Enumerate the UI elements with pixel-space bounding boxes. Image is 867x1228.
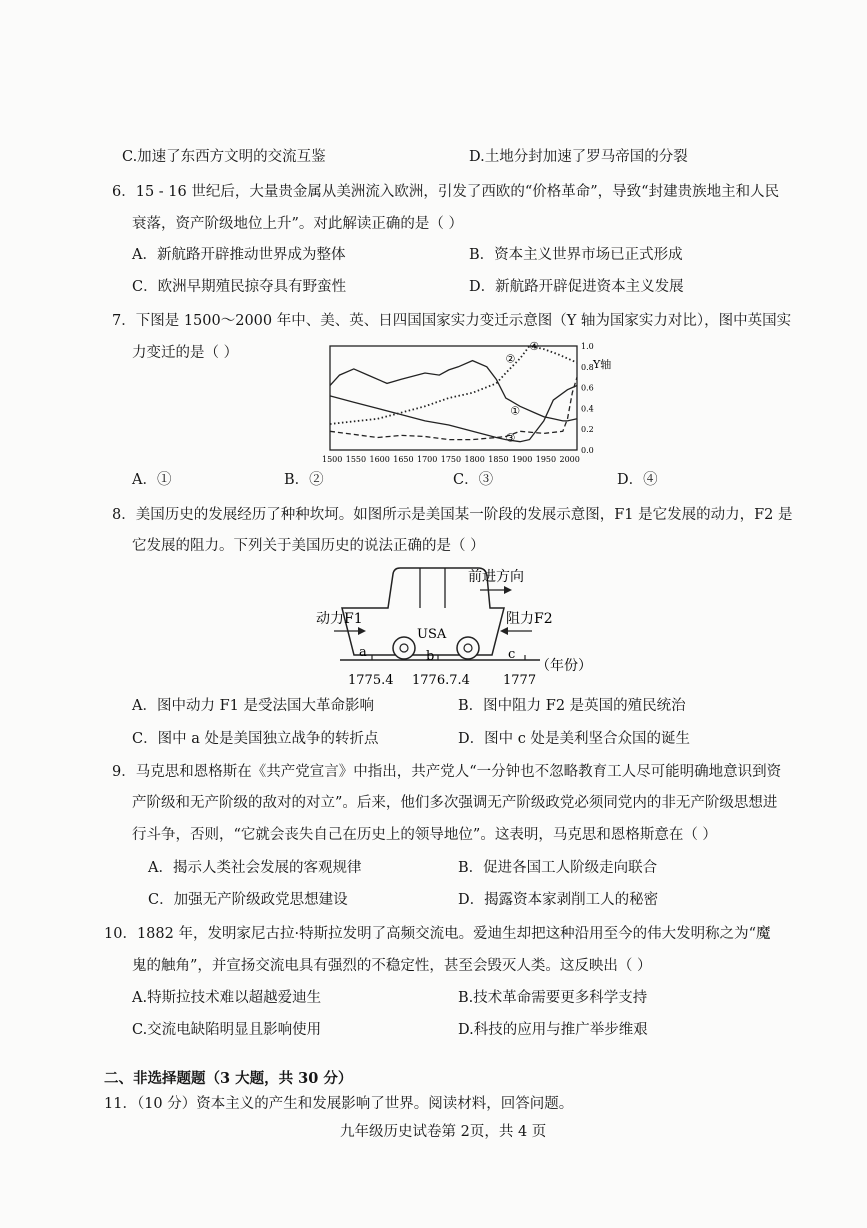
q6-option-d: D．新航路开辟促进资本主义发展 <box>469 279 684 295</box>
force-f2-label: 阻力F2 <box>506 611 553 627</box>
q7-stem-line2: 力变迁的是（ ） <box>132 345 239 361</box>
force-f1-label: 动力F1 <box>316 611 363 627</box>
q7-option-b: B．② <box>284 472 324 488</box>
chart-frame <box>330 346 577 450</box>
x-tick-1750: 1750 <box>440 455 462 464</box>
point-b-label: b <box>426 649 435 664</box>
q6-option-c: C．欧洲早期殖民掠夺具有野蛮性 <box>132 279 347 295</box>
series-line-3 <box>330 377 577 439</box>
point-c-label: c <box>508 647 516 662</box>
q10-option-c: C.交流电缺陷明显且影响使用 <box>132 1022 322 1038</box>
series-label-2: ② <box>505 352 516 366</box>
car-label: USA <box>417 627 447 642</box>
q6-option-a: A．新航路开辟推动世界成为整体 <box>132 247 346 263</box>
q8-stem-line1: 8．美国历史的发展经历了种种坎坷。如图所示是美国某一阶段的发展示意图，F1 是它发展的动力，F2 是 <box>112 507 793 523</box>
q7-option-d: D．④ <box>617 472 658 488</box>
q8-option-c: C．图中 a 处是美国独立战争的转折点 <box>132 731 379 747</box>
y-axis-label: Y轴 <box>593 358 612 371</box>
q9-stem-line2: 产阶级和无产阶级的敌对的对立”。后来，他们多次强调无产阶级政党必须同党内的非无产阶级思想进 <box>132 795 778 811</box>
q8-option-d: D．图中 c 处是美利坚合众国的诞生 <box>458 731 690 747</box>
q11-stem: 11．（10 分）资本主义的产生和发展影响了世界。阅读材料，回答问题。 <box>104 1096 574 1112</box>
x-tick-1950: 1950 <box>535 455 557 464</box>
q8-stem-line2: 它发展的阻力。下列关于美国历史的说法正确的是（ ） <box>132 538 485 554</box>
power-change-chart <box>318 338 612 466</box>
q9-option-c: C．加强无产阶级政党思想建设 <box>148 892 348 908</box>
x-tick-1600: 1600 <box>369 455 390 464</box>
series-label-1: ① <box>510 404 521 418</box>
q9-stem-line1: 9．马克思和恩格斯在《共产党宣言》中指出，共产党人“一分钟也不忽略教育工人尽可能明确地意识到资 <box>112 764 782 780</box>
q8-option-b: B．图中阻力 F2 是英国的殖民统治 <box>458 698 686 714</box>
q6-stem-line2: 衰落，资产阶级地位上升”。对此解读正确的是（ ） <box>132 216 464 232</box>
q10-option-a: A.特斯拉技术难以超越爱迪生 <box>132 990 322 1006</box>
q9-option-d: D．揭露资本家剥削工人的秘密 <box>458 892 659 908</box>
q10-option-b: B.技术革命需要更多科学支持 <box>458 990 648 1006</box>
q9-stem-line3: 行斗争，否则，“它就会丧失自己在历史上的领导地位”。这表明，马克思和恩格斯意在（ ） <box>132 827 717 843</box>
series-label-4: ④ <box>529 340 540 353</box>
x-tick-1500: 1500 <box>322 455 343 464</box>
q6-stem-line1: 6．15 - 16 世纪后，大量贵金属从美洲流入欧洲，引发了西欧的“价格革命”，导致“封建贵族地主和人民 <box>112 184 780 200</box>
q10-option-d: D.科技的应用与推广举步维艰 <box>458 1022 648 1038</box>
date-1776: 1776.7.4 <box>412 673 470 688</box>
y-tick-0.2: 0.2 <box>581 425 594 435</box>
x-tick-1900: 1900 <box>512 455 533 464</box>
x-tick-1700: 1700 <box>417 455 438 464</box>
direction-label: 前进方向 <box>468 569 524 585</box>
y-tick-0.0: 0.0 <box>581 446 594 455</box>
q7-option-c: C．③ <box>453 472 494 488</box>
x-tick-2000: 2000 <box>559 455 580 464</box>
q7-option-a: A．① <box>132 472 172 488</box>
q9-option-b: B．促进各国工人阶级走向联合 <box>458 860 658 876</box>
section2-heading: 二、非选择题题（3 大题，共 30 分） <box>104 1070 353 1087</box>
y-tick-0.8: 0.8 <box>581 362 594 372</box>
car-wheel-right <box>457 637 479 659</box>
series-label-3: ③ <box>505 431 516 445</box>
q9-option-a: A．揭示人类社会发展的客观规律 <box>148 860 362 876</box>
x-tick-1650: 1650 <box>393 455 414 464</box>
page-footer: 九年级历史试卷第 2页，共 4 页 <box>340 1124 547 1140</box>
series-line-4 <box>330 346 577 424</box>
year-unit-label: （年份） <box>536 658 592 674</box>
q10-stem-line1: 10．1882 年，发明家尼古拉·特斯拉发明了高频交流电。爱迪生却把这种沿用至今的伟大发明称之为“魔 <box>104 926 771 942</box>
car-wheel-left <box>393 637 415 659</box>
x-tick-1800: 1800 <box>464 455 485 464</box>
y-tick-0.6: 0.6 <box>581 383 594 393</box>
point-a-label: a <box>359 645 367 660</box>
usa-development-diagram <box>300 560 620 692</box>
x-tick-1850: 1850 <box>488 455 509 464</box>
q10-stem-line2: 鬼的触角”，并宣扬交流电具有强烈的不稳定性，甚至会毁灭人类。这反映出（ ） <box>132 958 652 974</box>
q7-stem-line1: 7．下图是 1500～2000 年中、美、英、日四国国家实力变迁示意图（Y 轴为国家实力对比），图中英国实 <box>112 313 792 329</box>
x-tick-1550: 1550 <box>345 455 367 464</box>
series-line-1 <box>330 361 577 421</box>
q5-option-d: D.土地分封加速了罗马帝国的分裂 <box>469 149 688 165</box>
q6-option-b: B．资本主义世界市场已正式形成 <box>469 247 683 263</box>
date-1775: 1775.4 <box>348 673 394 688</box>
y-tick-0.4: 0.4 <box>581 404 594 414</box>
q5-option-c: C.加速了东西方文明的交流互鉴 <box>122 149 326 165</box>
date-1777: 1777 <box>503 673 537 688</box>
y-tick-1.0: 1.0 <box>581 342 594 351</box>
q8-option-a: A．图中动力 F1 是受法国大革命影响 <box>132 698 374 714</box>
